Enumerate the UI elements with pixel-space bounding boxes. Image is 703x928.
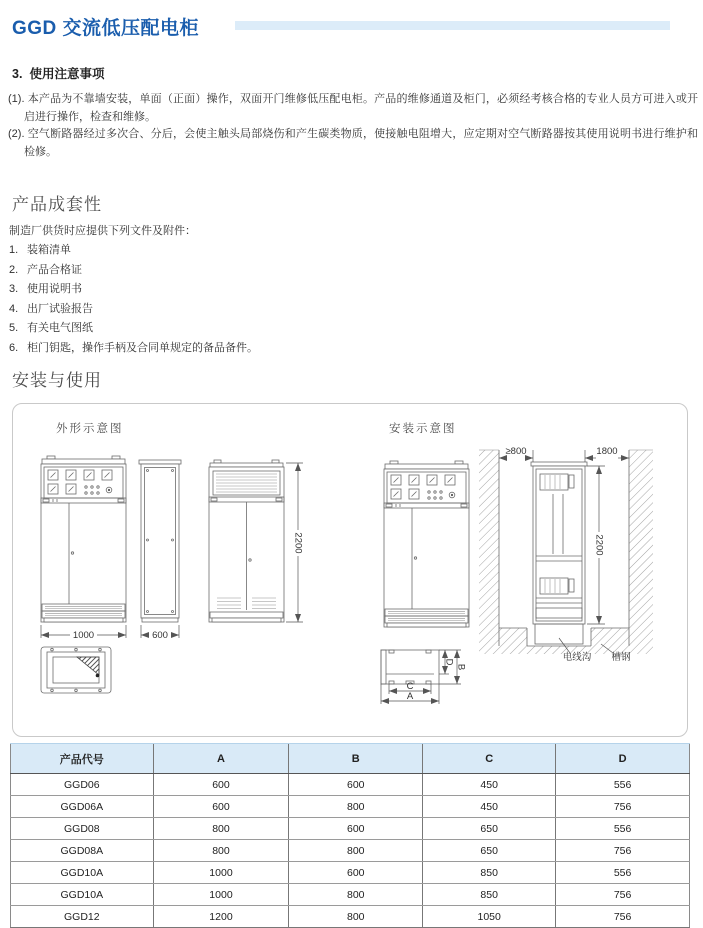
list-item [9, 300, 609, 320]
outline-diagram-label: 外形示意图 [56, 423, 124, 435]
dim-front-width-label: 1000 [72, 630, 95, 641]
cell-d: 556 [556, 774, 690, 796]
list-marker: 1. [9, 244, 19, 256]
cell-d: 756 [556, 884, 690, 906]
dim-aisle-label: 1800 [596, 446, 618, 457]
cell-b: 800 [289, 906, 423, 928]
cell-a: 600 [153, 796, 289, 818]
cell-b: 600 [289, 774, 423, 796]
cell-c: 650 [423, 818, 556, 840]
product-dimensions-table [10, 743, 690, 928]
cell-product-code: GGD10A [11, 884, 154, 906]
col-header-a: A [153, 744, 289, 774]
col-header-product-code: 产品代号 [11, 744, 154, 774]
note-marker: (1). [8, 93, 25, 105]
col-header-d: D [556, 744, 690, 774]
list-text: 使用说明书 [27, 283, 82, 295]
base-dim-a-label: A [406, 691, 414, 702]
cell-c: 450 [423, 774, 556, 796]
cell-c: 850 [423, 884, 556, 906]
cell-d: 756 [556, 840, 690, 862]
installation-diagram-panel [12, 403, 688, 737]
list-text: 出厂试验报告 [27, 302, 93, 315]
dim-height-label: 2200 [292, 532, 304, 554]
document-list [9, 241, 609, 358]
page-title: GGD 交流低压配电柜 [12, 18, 200, 39]
completeness-intro: 制造厂供货时应提供下列文件及附件： [9, 225, 196, 237]
cell-c: 850 [423, 862, 556, 884]
usage-notes-heading [12, 64, 698, 82]
cell-b: 800 [289, 796, 423, 818]
list-item [9, 241, 609, 261]
list-text: 有关电气图纸 [27, 322, 93, 334]
col-header-b: B [289, 744, 423, 774]
cell-d: 556 [556, 862, 690, 884]
cell-c: 450 [423, 796, 556, 818]
cell-product-code: GGD08 [11, 818, 154, 840]
list-text: 产品合格证 [27, 263, 82, 276]
base-dim-b-label: B [455, 663, 467, 671]
dim-side-depth-label: 600 [152, 630, 168, 641]
list-item [9, 319, 609, 339]
usage-notes-section [8, 64, 698, 161]
note-marker: (2). [8, 128, 25, 140]
cell-c: 650 [423, 840, 556, 862]
list-marker: 2. [9, 263, 19, 276]
note-paragraph [8, 126, 698, 161]
base-dim-c-label: C [406, 681, 414, 692]
cell-a: 1000 [153, 862, 289, 884]
list-item [9, 280, 609, 300]
cell-b: 600 [289, 818, 423, 840]
list-marker: 3. [9, 283, 19, 295]
note-text: 本产品为不靠墙安装，单面（正面）操作，双面开门维修低压配电柜。产品的维修通道及柜门，必须经考核合格的专业人员方可进入或开启进行操作，检查和维修。 [24, 93, 698, 123]
note-text: 空气断路器经过多次合、分后，会使主触头局部烧伤和产生碳类物质，使接触电阻增大，应定期对空气断路器按其使用说明书进行维护和检修。 [24, 128, 698, 158]
dim-install-height-label: 2200 [593, 534, 605, 556]
table-header-row [11, 744, 690, 774]
note-paragraph [8, 91, 698, 126]
cell-b: 600 [289, 862, 423, 884]
cell-d: 556 [556, 818, 690, 840]
cell-a: 1000 [153, 884, 289, 906]
trench-label: 电线沟 [562, 652, 592, 663]
install-diagram-label: 安装示意图 [389, 423, 457, 435]
list-item [9, 261, 609, 281]
cell-d: 756 [556, 906, 690, 928]
table-row [11, 774, 690, 796]
cell-product-code: GGD06 [11, 774, 154, 796]
list-text: 装箱清单 [27, 244, 71, 256]
list-item [9, 339, 609, 359]
list-marker: 4. [9, 302, 19, 315]
installation-diagram [13, 404, 687, 736]
list-marker: 5. [9, 322, 19, 334]
table-row [11, 796, 690, 818]
table-row [11, 862, 690, 884]
col-header-c: C [423, 744, 556, 774]
cell-product-code: GGD08A [11, 840, 154, 862]
cell-d: 756 [556, 796, 690, 818]
completeness-heading: 产品成套性 [12, 195, 102, 214]
cell-a: 600 [153, 774, 289, 796]
usage-notes-number: 3. [12, 67, 23, 81]
cell-a: 1200 [153, 906, 289, 928]
cell-a: 800 [153, 840, 289, 862]
cell-product-code: GGD06A [11, 796, 154, 818]
cell-a: 800 [153, 818, 289, 840]
cell-c: 1050 [423, 906, 556, 928]
cell-b: 800 [289, 884, 423, 906]
list-marker: 6. [9, 341, 19, 354]
install-section-heading: 安装与使用 [12, 371, 102, 390]
dim-wall-clearance-label: ≥800 [505, 446, 527, 457]
table-row [11, 884, 690, 906]
cell-product-code: GGD10A [11, 862, 154, 884]
table-row [11, 818, 690, 840]
list-text: 柜门钥匙，操作手柄及合同单规定的备品备件。 [27, 341, 258, 354]
table-row [11, 906, 690, 928]
cell-product-code: GGD12 [11, 906, 154, 928]
table-row [11, 840, 690, 862]
cell-b: 800 [289, 840, 423, 862]
usage-notes-title: 使用注意事项 [29, 67, 105, 81]
channel-steel-label: 槽钢 [611, 652, 631, 663]
base-dim-d-label: D [443, 658, 455, 666]
title-accent-bar [235, 21, 670, 30]
